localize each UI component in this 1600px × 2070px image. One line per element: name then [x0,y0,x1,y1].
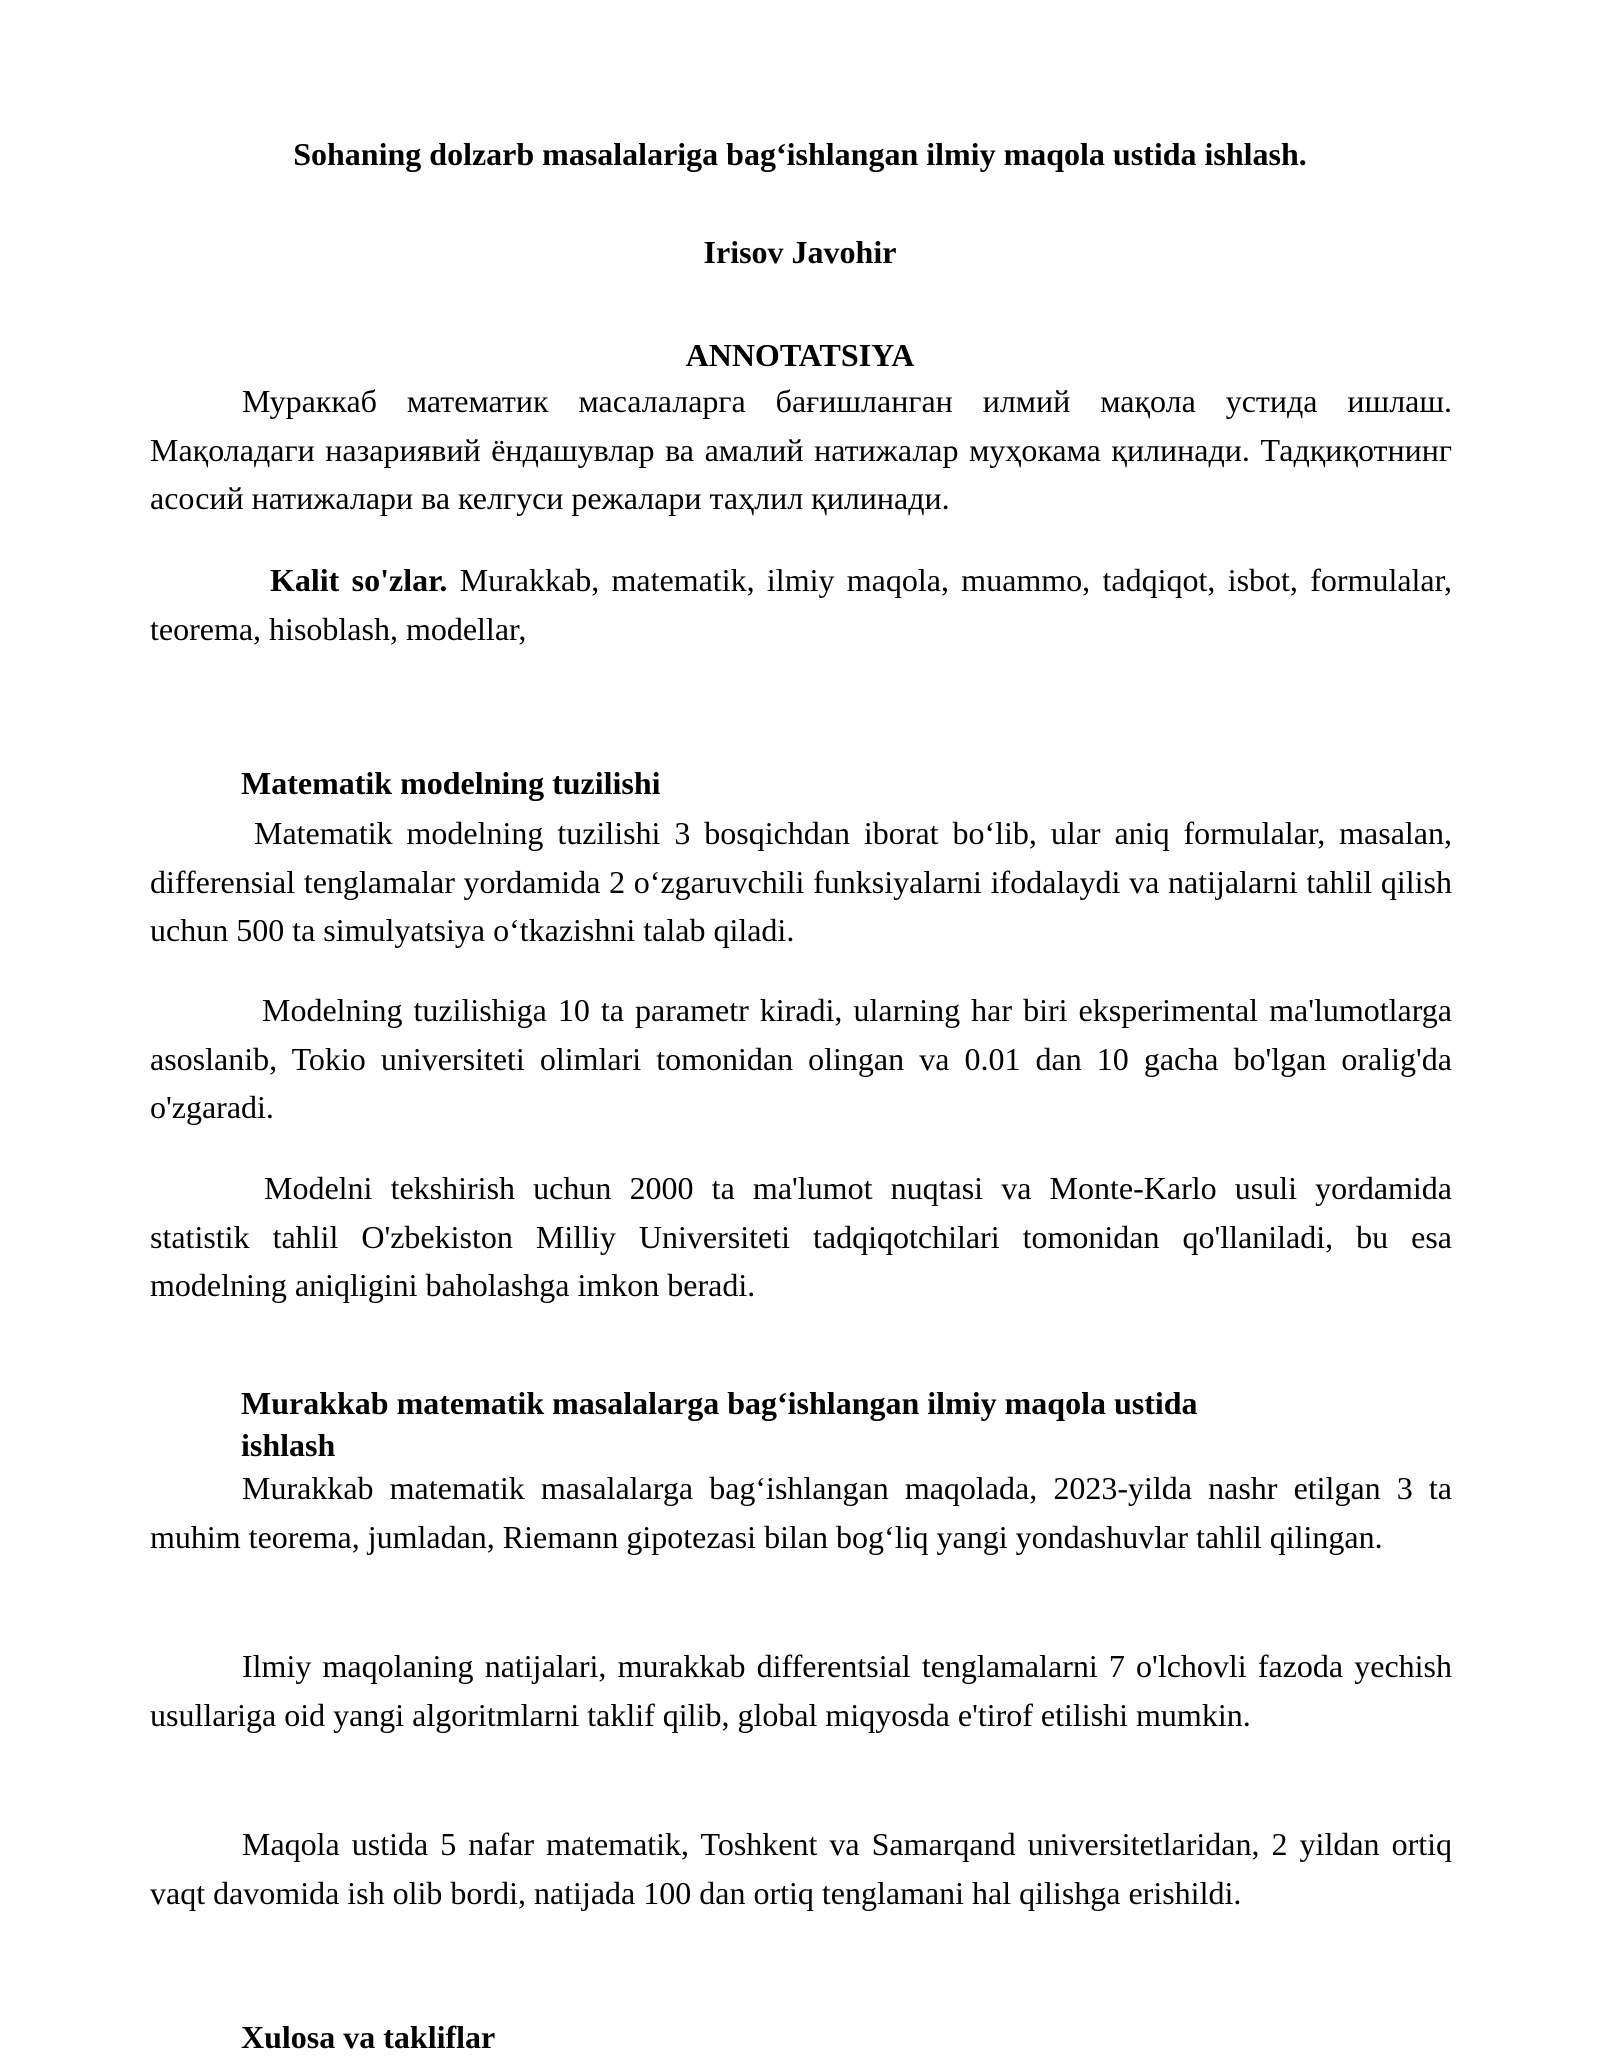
paragraph: Matematik modelning tuzilishi 3 bosqichdan iborat bo‘lib, ular aniq formulalar, masalan, differensial tenglamalar yordamida 2 o‘zgaruvchili funksiyalarni ifodalaydi va natijalarni tahlil qilish uchun 500 ta simulyatsiya o‘tkazishni talab qiladi. [150,815,1452,948]
keywords-text: Murakkab, matematik, ilmiy maqola, muammo, tadqiqot, isbot, formulalar, teorema, hisoblash, modellar, [150,562,1453,647]
paragraph: Modelning tuzilishiga 10 ta parametr kiradi, ularning har biri eksperimental ma'lumotlarga asoslanib, Tokio universiteti olimlari tomonidan olingan va 0.01 dan 10 gacha bo'lgan oralig'da o'zgaradi. [150,992,1452,1125]
document-title: Sohaning dolzarb masalalariga bag‘ishlangan ilmiy maqola ustida ishlash. [293,136,1307,172]
author-name: Irisov Javohir [703,234,897,270]
paragraph: Maqola ustida 5 nafar matematik, Toshkent va Samarqand universitetlaridan, 2 yildan ortiq vaqt davomida ish olib bordi, natijada 100 dan ortiq tenglamani hal qilishga erishildi. [150,1826,1452,1911]
paragraph: Modelni tekshirish uchun 2000 ta ma'lumot nuqtasi va Monte-Karlo usuli yordamida statistik tahlil O'zbekiston Milliy Universiteti tadqiqotchilari tomonidan qo'llaniladi, bu esa modelning aniqligini baholashga imkon beradi. [150,1170,1452,1303]
heading-line: Murakkab matematik masalalarga bag‘ishlangan ilmiy maqola ustida [241,1385,1198,1421]
section-heading-model-structure: Matematik modelning tuzilishi [241,765,661,801]
keywords-label: Kalit so'zlar. [270,562,448,598]
heading-line: ishlash [241,1427,336,1463]
keywords-paragraph [150,556,1452,653]
section-heading-scientific-article [241,1382,1198,1466]
annotation-text: Мураккаб математик масалаларга бағишланган илмий мақола устида ишлаш. Мақоладаги назариявий ёндашувлар ва амалий натижалар муҳокама қилинади. Тадқиқотнинг асосий натижалари ва келгуси режалари таҳлил қилинади. [150,383,1452,516]
section-heading-conclusions: Xulosa va takliflar [241,2019,496,2055]
paragraph: Ilmiy maqolaning natijalari, murakkab differentsial tenglamalarni 7 o'lchovli fazoda yechish usullariga oid yangi algoritmlarni taklif qilib, global miqyosda e'tirof etilishi mumkin. [150,1648,1452,1733]
paragraph: Murakkab matematik masalalarga bag‘ishlangan maqolada, 2023-yilda nashr etilgan 3 ta muhim teorema, jumladan, Riemann gipotezasi bilan bog‘liq yangi yondashuvlar tahlil qilingan. [150,1470,1452,1555]
annotation-heading: ANNOTATSIYA [685,337,915,373]
